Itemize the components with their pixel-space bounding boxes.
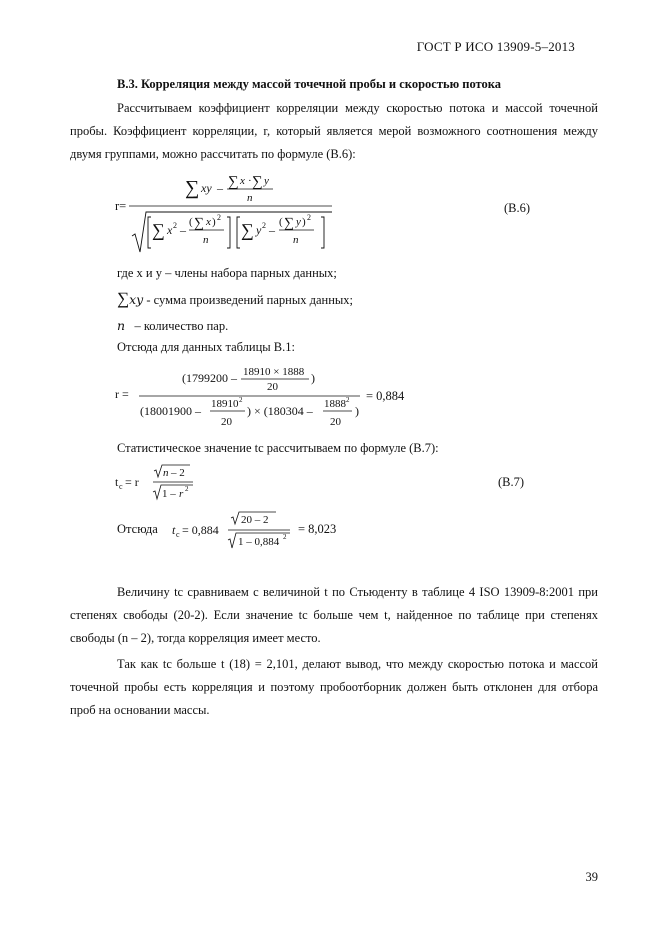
intro-text: Рассчитываем коэффициент корреляции между скоростью потока и массой точечной пробы. Коэффициент корреляции, r, который является мерой возможного соотношения между двумя группами, можно рассчитать по формуле (В.6): [70, 101, 598, 161]
svg-text:): ) [302, 216, 306, 228]
svg-text:= 0,884: = 0,884 [182, 523, 219, 537]
svg-text:20: 20 [267, 381, 278, 393]
svg-text:y: y [296, 216, 301, 228]
svg-text:c: c [176, 530, 180, 539]
svg-text:t: t [115, 475, 119, 489]
svg-text:20: 20 [221, 416, 232, 428]
svg-text:2: 2 [173, 221, 177, 230]
svg-text:r =: r = [115, 387, 129, 401]
svg-text:r=: r= [115, 199, 127, 213]
svg-text:t: t [172, 523, 176, 537]
t-result: = 8,023 [298, 522, 337, 536]
definition-n [117, 318, 228, 334]
sum-symbol: ∑ [117, 289, 130, 308]
n-symbol: n [117, 318, 126, 333]
stat-value-line: Статистическое значение tc рассчитываем по формуле (В.7): [117, 441, 439, 455]
svg-text:– 2: – 2 [171, 467, 185, 479]
svg-text:20 – 2: 20 – 2 [241, 514, 269, 526]
t-calc-prefix: Отсюда [117, 522, 158, 536]
definition-n-text: – количество пар. [134, 319, 229, 333]
svg-text:∑: ∑ [228, 174, 239, 190]
svg-text:x: x [167, 223, 173, 237]
formula-t-calculation [170, 508, 298, 554]
definition-sum-text: - сумма произведений парных данных; [146, 293, 354, 307]
svg-text:(: ( [189, 216, 193, 228]
svg-text:r: r [179, 488, 184, 500]
svg-text:): ) [311, 371, 315, 385]
svg-text:y: y [256, 223, 262, 237]
svg-text:2: 2 [262, 221, 266, 230]
formula-r-calculation [115, 362, 365, 434]
formula-b7-t-statistic [115, 462, 205, 504]
svg-text:∑: ∑ [194, 216, 204, 231]
svg-text:n: n [203, 234, 209, 246]
svg-text:y: y [264, 175, 269, 187]
svg-text:2: 2 [307, 213, 311, 222]
svg-text:–: – [269, 223, 275, 237]
svg-text:xy: xy [201, 181, 212, 195]
definition-sum-xy [117, 289, 353, 309]
svg-text:): ) [212, 216, 216, 228]
document-id-header: ГОСТ Р ИСО 13909-5–2013 [416, 39, 575, 54]
svg-text:2: 2 [217, 213, 221, 222]
svg-text:n: n [247, 192, 253, 204]
svg-text:(: ( [279, 216, 283, 228]
svg-text:·: · [248, 175, 252, 187]
conclusion-paragraph [70, 653, 598, 722]
formula-b6-correlation [115, 168, 345, 258]
section-heading: В.3. Корреляция между массой точечной пробы и скоростью потока [117, 77, 502, 91]
svg-text:x: x [206, 216, 211, 228]
svg-text:∑: ∑ [241, 220, 254, 240]
conclusion-text: Так как tc больше t (18) = 2,101, делают вывод, что между скоростью потока и массой точечной пробы есть корреляция и поэтому пробоотборник должен быть отклонен для отбора проб на основании массы. [70, 657, 598, 717]
svg-text:): ) [355, 404, 359, 418]
page-number: 39 [585, 870, 598, 884]
svg-text:) × (180304 –: ) × (180304 – [247, 404, 313, 418]
svg-text:x: x [240, 175, 245, 187]
svg-text:n: n [163, 467, 169, 479]
svg-text:18910: 18910 [211, 398, 239, 410]
r-result: = 0,884 [366, 389, 405, 403]
svg-text:(18001900 –: (18001900 – [140, 404, 201, 418]
svg-text:∑: ∑ [252, 174, 263, 190]
svg-text:–: – [180, 223, 186, 237]
svg-text:n: n [293, 234, 299, 246]
from-table-line: Отсюда для данных таблицы В.1: [117, 340, 295, 354]
definition-xy: где x и y – члены набора парных данных; [117, 266, 337, 280]
svg-text:= r: = r [125, 475, 139, 489]
svg-text:c: c [119, 482, 123, 491]
svg-text:2: 2 [283, 533, 287, 541]
svg-text:1 –: 1 – [162, 488, 176, 500]
svg-text:∑: ∑ [152, 220, 165, 240]
svg-text:(1799200 –: (1799200 – [182, 371, 237, 385]
svg-text:2: 2 [185, 485, 189, 493]
svg-text:1 – 0,884: 1 – 0,884 [238, 536, 280, 548]
svg-text:1888: 1888 [324, 398, 346, 410]
svg-text:20: 20 [330, 416, 341, 428]
xy-symbol: xy [129, 292, 144, 307]
svg-text:18910 × 1888: 18910 × 1888 [243, 366, 305, 378]
intro-paragraph [70, 97, 598, 166]
compare-paragraph [70, 581, 598, 650]
formula-b7-label: (В.7) [498, 475, 525, 489]
svg-text:2: 2 [346, 396, 350, 404]
compare-text: Величину tc сравниваем с величиной t по Стьюденту в таблице 4 ISO 13909-8:2001 при степенях свободы (20-2). Если значение tc больше чем t, найденное по таблице при степенях свободы (n – 2), тогда корреляция имеет место. [70, 585, 598, 645]
svg-text:∑: ∑ [185, 177, 200, 199]
svg-text:–: – [217, 181, 223, 195]
svg-text:∑: ∑ [284, 216, 294, 231]
svg-text:2: 2 [239, 396, 243, 404]
formula-b6-label: (В.6) [504, 201, 531, 215]
